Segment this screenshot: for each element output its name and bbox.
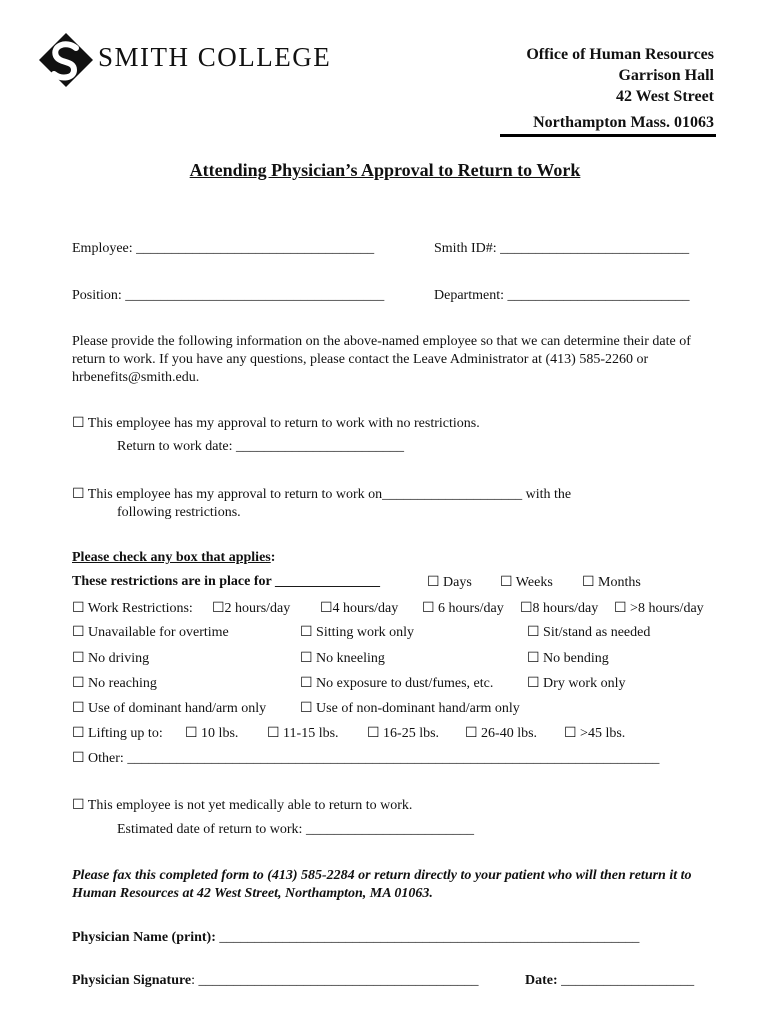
lift-11-15-checkbox[interactable]: ☐ 11-15 lbs.	[267, 726, 339, 741]
smith-college-logo	[36, 30, 366, 90]
dominant-hand-checkbox[interactable]: ☐ Use of dominant hand/arm only	[72, 701, 267, 716]
hours-2-checkbox[interactable]: ☐2 hours/day	[212, 601, 291, 616]
no-bending-checkbox[interactable]: ☐ No bending	[527, 651, 609, 666]
work-restrictions-checkbox[interactable]: ☐ Work Restrictions:	[72, 601, 193, 616]
dry-work-checkbox[interactable]: ☐ Dry work only	[527, 676, 626, 691]
department-field[interactable]: Department: __________________________	[434, 288, 690, 303]
lift-16-25-checkbox[interactable]: ☐ 16-25 lbs.	[367, 726, 440, 741]
return-date-field[interactable]: Return to work date: ________________________	[117, 439, 404, 454]
no-overtime-checkbox[interactable]: ☐ Unavailable for overtime	[72, 625, 229, 640]
intro-paragraph: Please provide the following information on the above-named employee so that we can determine their date of return to work. If you have any questions, please contact the Leave Administrator at (413) 585-2260 or hrbenefits@smith.edu.	[72, 334, 691, 385]
other-restriction-field[interactable]: ☐ Other: ____________________________________________________________________________	[72, 751, 660, 766]
college-name: SMITH COLLEGE	[98, 42, 332, 72]
lifting-checkbox[interactable]: ☐ Lifting up to:	[72, 726, 163, 741]
estimated-date-field[interactable]: Estimated date of return to work: ________________________	[117, 822, 474, 837]
page-title: Attending Physician’s Approval to Return to Work	[189, 160, 581, 180]
physician-signature-line[interactable]: : ________________________________________	[191, 973, 479, 988]
lift-26-40-checkbox[interactable]: ☐ 26-40 lbs.	[465, 726, 538, 741]
physician-signature-label: Physician Signature	[72, 973, 192, 988]
office-line: 42 West Street	[615, 88, 714, 105]
not-able-checkbox[interactable]: ☐ This employee is not yet medically able to return to work.	[72, 798, 413, 813]
office-address	[526, 44, 714, 133]
days-checkbox[interactable]: ☐ Days	[427, 575, 472, 590]
no-restrictions-checkbox[interactable]: ☐ This employee has my approval to return to work with no restrictions.	[72, 416, 480, 431]
with-restrictions-note: following restrictions.	[117, 505, 241, 520]
signature-date-field[interactable]	[525, 973, 694, 989]
restrictions-heading-colon: :	[270, 550, 276, 565]
no-dust-checkbox[interactable]: ☐ No exposure to dust/fumes, etc.	[300, 676, 494, 691]
office-line: Office of Human Resources	[526, 46, 714, 63]
non-dominant-hand-checkbox[interactable]: ☐ Use of non-dominant hand/arm only	[300, 701, 520, 716]
office-line: Garrison Hall	[618, 67, 714, 84]
physician-name-line[interactable]: ____________________________________________________________	[215, 930, 640, 945]
no-reaching-checkbox[interactable]: ☐ No reaching	[72, 676, 157, 691]
hours-6-checkbox[interactable]: ☐ 6 hours/day	[422, 601, 504, 616]
sitting-only-checkbox[interactable]: ☐ Sitting work only	[300, 625, 415, 640]
employee-field[interactable]: Employee: __________________________________	[72, 241, 375, 256]
hours-4-checkbox[interactable]: ☐4 hours/day	[320, 601, 399, 616]
weeks-checkbox[interactable]: ☐ Weeks	[500, 575, 553, 590]
lift-10-checkbox[interactable]: ☐ 10 lbs.	[185, 726, 239, 741]
restrictions-heading-text: Please check any box that applies	[72, 550, 271, 565]
with-restrictions-checkbox[interactable]: ☐ This employee has my approval to return to work on____________________ with the	[72, 487, 572, 502]
physician-name-label: Physician Name (print):	[72, 930, 216, 945]
college-seal-icon	[36, 30, 96, 90]
restriction-period-field[interactable]: These restrictions are in place for _______________	[72, 574, 380, 589]
hours-8-checkbox[interactable]: ☐8 hours/day	[520, 601, 599, 616]
months-checkbox[interactable]: ☐ Months	[582, 575, 641, 590]
header-rule	[500, 134, 716, 137]
no-kneeling-checkbox[interactable]: ☐ No kneeling	[300, 651, 385, 666]
signature-date-line[interactable]: ___________________	[557, 973, 695, 988]
lift-45plus-checkbox[interactable]: ☐ >45 lbs.	[564, 726, 626, 741]
physician-name-field[interactable]	[72, 930, 639, 946]
fax-instructions: Please fax this completed form to (413) 585-2284 or return directly to your patient who will then return it to Human Resources at 42 West Street, Northampton, MA 01063.	[72, 868, 692, 901]
no-driving-checkbox[interactable]: ☐ No driving	[72, 651, 150, 666]
smith-id-field[interactable]: Smith ID#: ___________________________	[434, 241, 690, 256]
sit-stand-checkbox[interactable]: ☐ Sit/stand as needed	[527, 625, 651, 640]
office-line: Northampton Mass. 01063	[533, 114, 714, 131]
signature-date-label: Date:	[525, 973, 558, 988]
hours-8plus-checkbox[interactable]: ☐ >8 hours/day	[614, 601, 704, 616]
physician-signature-field[interactable]	[72, 973, 479, 989]
restrictions-heading	[72, 550, 275, 566]
position-field[interactable]: Position: _____________________________________	[72, 288, 385, 303]
